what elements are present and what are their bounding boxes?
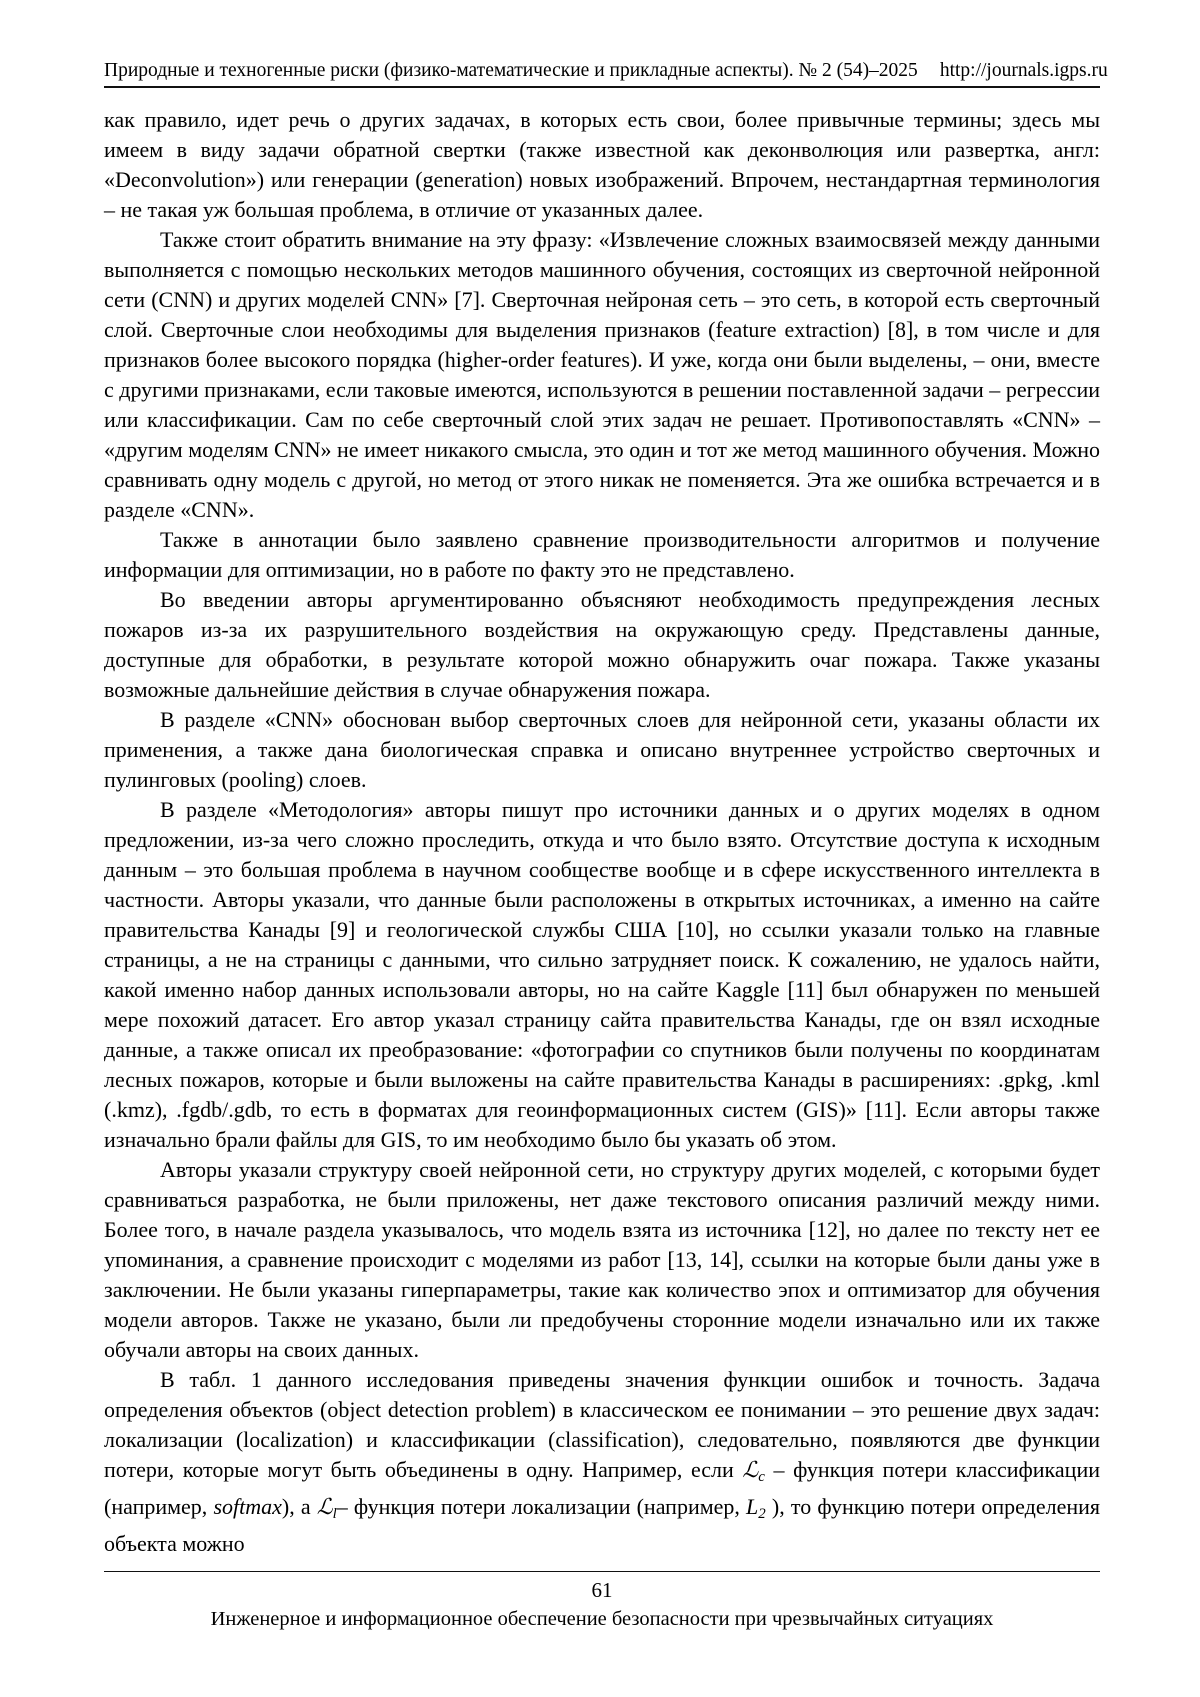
math-run: L [746,1494,759,1520]
text-run: В табл. 1 данного исследования приведены значения функции ошибок и точность. Задача определения объектов (object detection problem) в классическом ее понимании – это решение двух задач: локализации (localization) и классификации (classification), следовательно, появляются две функции потери, которые могут быть объединены в одну. Например, если [104,1367,1100,1482]
paragraph: Также в аннотации было заявлено сравнение производительности алгоритмов и получение информации для оптимизации, но в работе по факту это не представлено. [104,527,1100,582]
page-header [104,60,1108,88]
text-run: – функция потери локализации (например, [336,1494,747,1520]
text-run: ), а [281,1494,317,1520]
math-run: ℒ [742,1458,759,1483]
math-run: softmax [213,1494,282,1520]
paragraph: как правило, идет речь о других задачах, в которых есть свои, более привычные термины; здесь мы имеем в виду задачи обратной свертки (также известной как деконволюция или развертка, англ: «Deconvolution») или генерации (generation) новых изображений. Впрочем, нестандартная терминология – не такая уж большая проблема, в отличие от указанных далее. [104,107,1100,222]
text-run: ), то функцию потери определения объекта можно [104,1494,1100,1557]
math-run: c [758,1469,765,1486]
paragraph: В разделе «CNN» обоснован выбор сверточных слоев для нейронной сети, указаны области их применения, а также дана биологическая справка и описано внутреннее устройство сверточных и пулинговых (pooling) слоев. [104,707,1100,792]
math-run: l [332,1506,337,1523]
math-run: ℒ [316,1495,333,1521]
journal-title: Природные и техногенные риски (физико-математические и прикладные аспекты). № 2 (54)–2025 [104,60,918,81]
page-footer [104,1571,1100,1633]
paragraph: В разделе «Методология» авторы пишут про источники данных и о других моделях в одном предложении, из-за чего сложно проследить, откуда и что было взято. Отсутствие доступа к исходным данным – это большая проблема в научном сообществе вообще и в сфере искусственного интеллекта в частности. Авторы указали, что данные были расположены в открытых источниках, а именно на сайте правительства Канады [9] и геологической службы США [10], но ссылки указали только на главные страницы, а не на страницы с данными, что сильно затрудняет поиск. К сожалению, не удалось найти, какой именно набор данных использовали авторы, но на сайте Kaggle [11] был обнаружен по меньшей мере похожий датасет. Его автор указал страницу сайта правительства Канады, где он взял исходные данные, а также описал их преобразование: «фотографии со спутников были получены по координатам лесных пожаров, которые и были выложены на сайте правительства Канады в расширениях: .gpkg, .kml (.kmz), .fgdb/.gdb, то есть в форматах для геоинформационных систем (GIS)» [11]. Если авторы также изначально брали файлы для GIS, то им необходимо было бы указать об этом. [104,797,1100,1152]
page-number: 61 [591,1578,613,1602]
paragraph: Во введении авторы аргументированно объясняют необходимость предупреждения лесных пожаров из-за их разрушительного воздействия на окружающую среду. Представлены данные, доступные для обработки, в результате которой можно обнаружить очаг пожара. Также указаны возможные дальнейшие действия в случае обнаружения пожара. [104,587,1100,702]
paragraph: Также стоит обратить внимание на эту фразу: «Извлечение сложных взаимосвязей между данными выполняется с помощью нескольких методов машинного обучения, состоящих из сверточной нейронной сети (CNN) и других моделей CNN» [7]. Сверточная нейроная сеть – это сеть, в которой есть сверточный слой. Сверточные слои необходимы для выделения признаков (feature extraction) [8], в том числе и для признаков более высокого порядка (higher-order features). И уже, когда они были выделены, – они, вместе с другими признаками, если таковые имеются, используются в решении поставленной задачи – регрессии или классификации. Сам по себе сверточный слой этих задач не решает. Противопоставлять «CNN» – «другим моделям CNN» не имеет никакого смысла, это один и тот же метод машинного обучения. Можно сравнивать одну модель с другой, но метод от этого никак не поменяется. Эта же ошибка встречается и в разделе «CNN». [104,227,1100,522]
journal-url: http://journals.igps.ru [939,60,1108,81]
footer-section-title: Инженерное и информационное обеспечение безопасности при чрезвычайных ситуациях [210,1608,994,1630]
math-run: 2 [758,1506,766,1523]
paragraph [104,1365,1100,1559]
article-body [104,105,1100,1559]
paragraph: Авторы указали структуру своей нейронной сети, но структуру других моделей, с которыми будет сравниваться разработка, не были приложены, нет даже текстового описания различий между ними. Более того, в начале раздела указывалось, что модель взята из источника [12], но далее по тексту нет ее упоминания, а сравнение происходит с моделями из работ [13, 14], ссылки на которые были даны уже в заключении. Не были указаны гиперпараметры, такие как количество эпох и оптимизатор для обучения модели авторов. Также не указано, были ли предобучены сторонние модели изначально или их также обучали авторы на своих данных. [104,1157,1100,1362]
text-run: – функция потери классификации (например, [104,1457,1100,1520]
footer-rule [104,1571,1100,1572]
